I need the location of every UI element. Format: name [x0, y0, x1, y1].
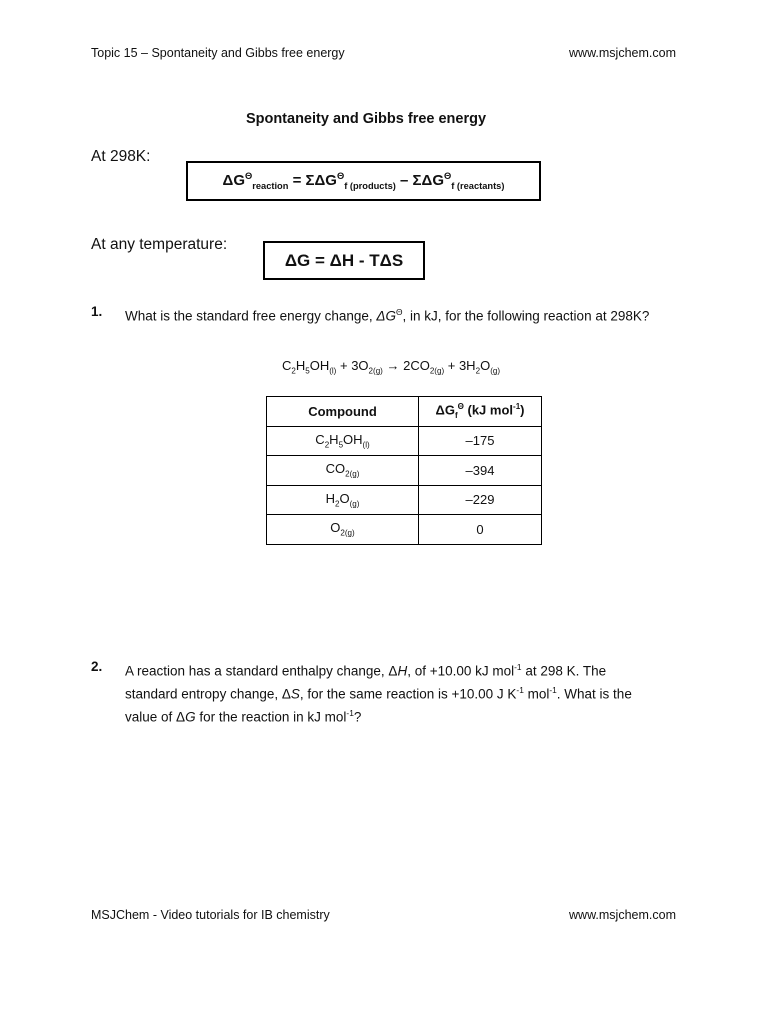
table-header-row [267, 397, 542, 427]
combustion-equation: $C_2H_5OH_{(l)} + 3O_{2(g)} \to 2CO_{2(g)} + 3H_2O_{(g)}$ [281, 358, 501, 376]
any-temperature-label: At any temperature: [91, 236, 228, 253]
footer-tagline: MSJChem - Video tutorials for IB chemistry [91, 908, 330, 922]
compound-cell: $H_2O_{(g)}$ [267, 485, 419, 515]
value-cell: 0 [419, 515, 542, 545]
question-1-number: 1. [91, 304, 103, 319]
table-row [267, 456, 542, 486]
table-row [267, 515, 542, 545]
compound-cell: $O_{2(g)}$ [267, 515, 419, 545]
question-2-number: 2. [91, 659, 103, 674]
gibbs-298k-equation-box [186, 161, 541, 201]
table-row [267, 485, 542, 515]
footer-website: www.msjchem.com [569, 908, 676, 922]
value-cell: –394 [419, 456, 542, 486]
value-cell: –175 [419, 426, 542, 456]
question-1-text: What is the standard free energy change, $\Delta G^\Theta$, in kJ, for the following reaction at 298K? [125, 307, 650, 324]
gibbs-298k-equation: $\Delta G^\Theta_{reaction} = \Sigma\Delta G^\Theta_{f (products)} - \Sigma\Delta G^\Theta_{f (reactants)}$ [222, 171, 505, 191]
gibbs-equation: ΔG = ΔH - TΔS [284, 250, 404, 270]
header-topic: Topic 15 – Spontaneity and Gibbs free energy [91, 46, 345, 60]
question-2-text: A reaction has a standard enthalpy change, ΔH, of +10.00 kJ mol$^{-1}$ at 298 K. The standard entropy change, ΔS, for the same reaction is +10.00 J $K^{-1}$ mol$^{-1}$. What is the value of ΔG for the reaction in kJ mol$^{-1}$? [125, 662, 632, 725]
compound-cell: $C_2H_5OH_{(l)}$ [267, 426, 419, 456]
compound-cell: $CO_{2(g)}$ [267, 456, 419, 486]
page-title: Spontaneity and Gibbs free energy [245, 111, 487, 127]
table-row [267, 426, 542, 456]
gibbs-equation-box [263, 241, 425, 280]
column-header-value: $\Delta G_f^\Theta$ (kJ mol$^{-1}$) [419, 397, 542, 427]
value-cell: –229 [419, 485, 542, 515]
free-energy-table [266, 396, 542, 545]
header-website: www.msjchem.com [569, 46, 676, 60]
at-298k-label: At 298K: [91, 148, 151, 165]
column-header-compound: Compound [267, 397, 419, 427]
